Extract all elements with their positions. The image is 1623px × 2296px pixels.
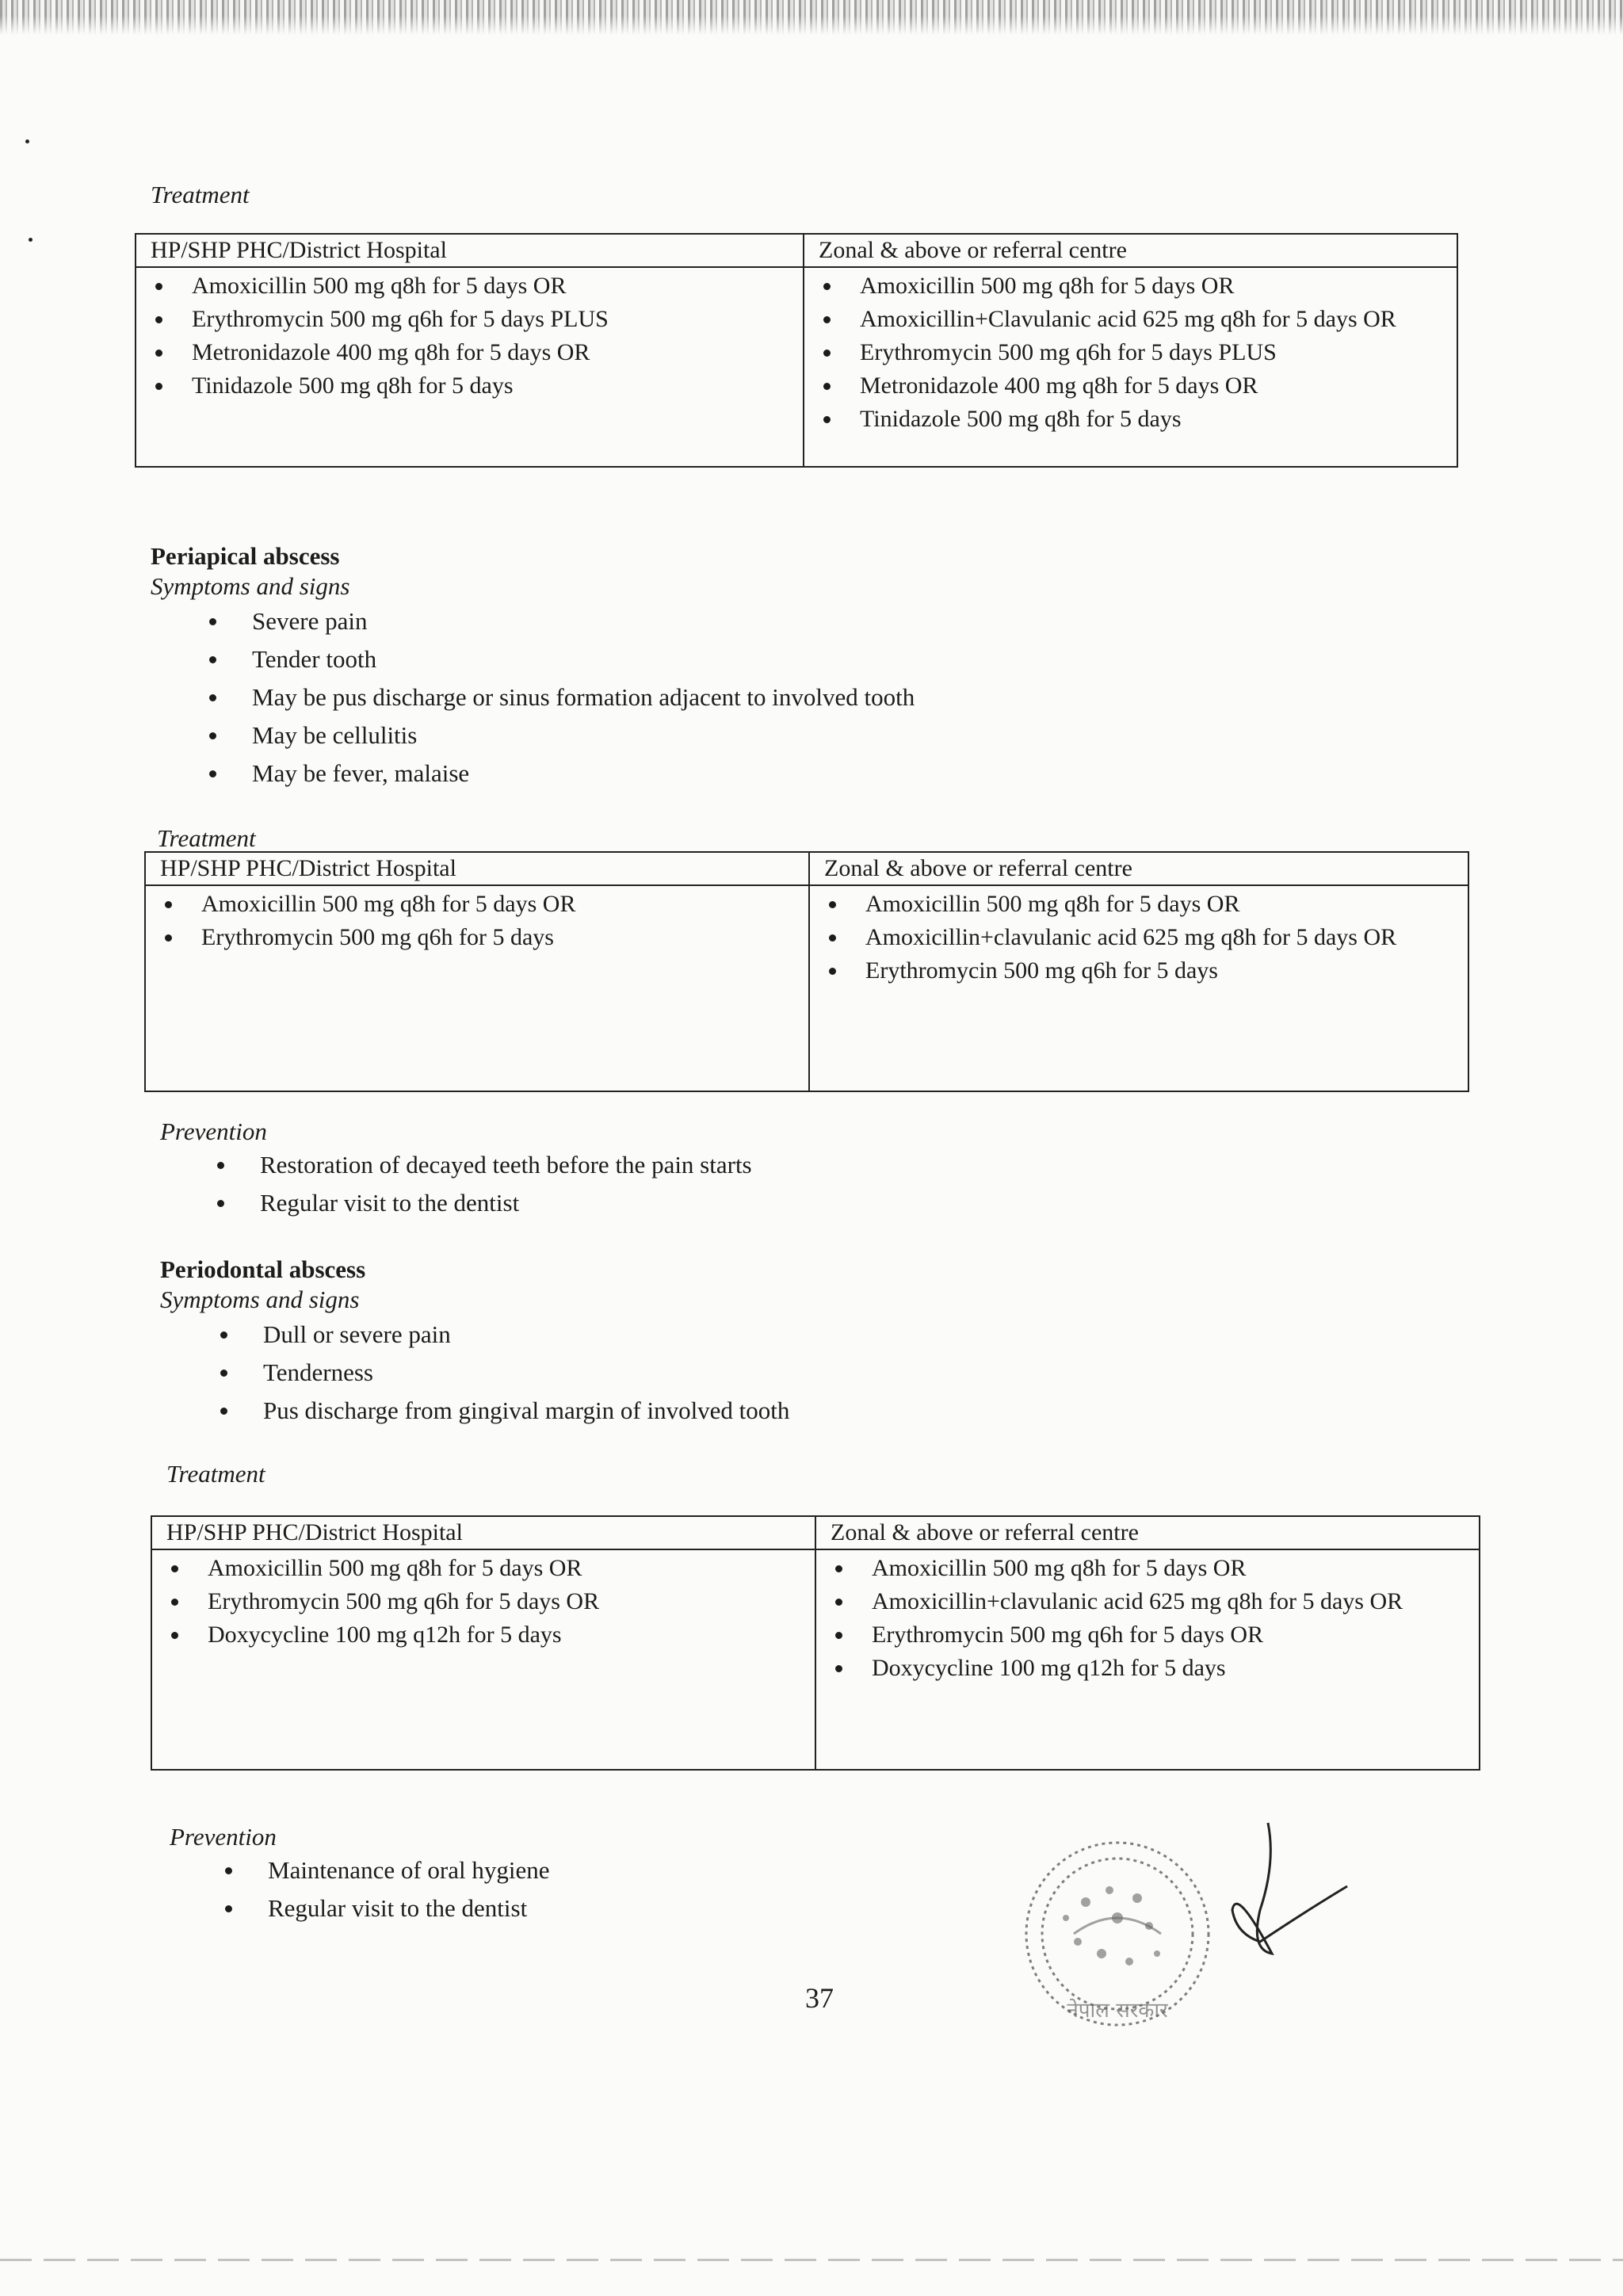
district-cell (145, 885, 809, 1091)
symptom-item: May be cellulitis (200, 716, 915, 755)
periodontal-title: Periodontal abscess (160, 1255, 366, 1283)
symptom-item: Pus discharge from gingival margin of involved tooth (211, 1392, 789, 1430)
symptom-item: May be pus discharge or sinus formation adjacent to involved tooth (200, 678, 915, 716)
drug-item: Erythromycin 500 mg q6h for 5 days OR (152, 1585, 815, 1618)
drug-item: Metronidazole 400 mg q8h for 5 days OR (804, 369, 1457, 403)
table-header-row (136, 234, 1457, 267)
periodontal-treatment-label: Treatment (166, 1460, 265, 1488)
periodontal-symptoms-list (211, 1316, 789, 1430)
drug-item: Amoxicillin 500 mg q8h for 5 days OR (810, 888, 1468, 921)
scan-noise-band (0, 0, 1623, 35)
drug-item: Erythromycin 500 mg q6h for 5 days (146, 921, 808, 954)
table-body-row (136, 267, 1457, 467)
periapical-title: Periapical abscess (151, 542, 340, 570)
col-header-district: HP/SHP PHC/District Hospital (151, 1516, 815, 1549)
scan-speck (25, 139, 29, 143)
symptom-item: May be fever, malaise (200, 755, 915, 793)
table-header-row (145, 852, 1468, 885)
drug-item: Amoxicillin+clavulanic acid 625 mg q8h for 5 days OR (810, 921, 1468, 954)
drug-item: Erythromycin 500 mg q6h for 5 days PLUS (804, 336, 1457, 369)
periodontal-symptoms-label: Symptoms and signs (160, 1286, 360, 1313)
periodontal-prevention-label: Prevention (170, 1823, 277, 1851)
scan-speck (29, 238, 32, 242)
drug-item: Amoxicillin 500 mg q8h for 5 days OR (816, 1552, 1479, 1585)
scan-noise-bottom (0, 2259, 1623, 2261)
periapical-prevention-list (208, 1146, 752, 1222)
periapical-symptoms-label: Symptoms and signs (151, 572, 350, 600)
periapical-treatment-label: Treatment (157, 824, 256, 852)
drug-item: Erythromycin 500 mg q6h for 5 days OR (816, 1618, 1479, 1652)
prevention-item: Restoration of decayed teeth before the pain starts (208, 1146, 752, 1184)
treatment-table-1 (135, 233, 1458, 468)
zonal-cell (804, 267, 1457, 467)
drug-item: Tinidazole 500 mg q8h for 5 days (804, 403, 1457, 436)
svg-text:नेपाल सरकार: नेपाल सरकार (1067, 1999, 1168, 2023)
col-header-district: HP/SHP PHC/District Hospital (145, 852, 809, 885)
prevention-item: Regular visit to the dentist (216, 1889, 550, 1927)
zonal-cell (809, 885, 1468, 1091)
drug-item: Amoxicillin 500 mg q8h for 5 days OR (146, 888, 808, 921)
symptom-item: Tenderness (211, 1354, 789, 1392)
official-stamp-signature (999, 1815, 1363, 2069)
periapical-prevention-label: Prevention (160, 1117, 267, 1145)
periapical-symptoms-list (200, 602, 915, 793)
col-header-zonal: Zonal & above or referral centre (815, 1516, 1480, 1549)
col-header-district: HP/SHP PHC/District Hospital (136, 234, 804, 267)
periodontal-prevention-list (216, 1851, 550, 1927)
table-header-row (151, 1516, 1480, 1549)
col-header-zonal: Zonal & above or referral centre (809, 852, 1468, 885)
symptom-item: Severe pain (200, 602, 915, 640)
drug-item: Amoxicillin 500 mg q8h for 5 days OR (136, 269, 803, 303)
zonal-cell (815, 1549, 1480, 1770)
col-header-zonal: Zonal & above or referral centre (804, 234, 1457, 267)
table-body-row (151, 1549, 1480, 1770)
drug-item: Erythromycin 500 mg q6h for 5 days (810, 954, 1468, 988)
drug-item: Doxycycline 100 mg q12h for 5 days (152, 1618, 815, 1652)
prevention-item: Regular visit to the dentist (208, 1184, 752, 1222)
district-cell (136, 267, 804, 467)
drug-item: Metronidazole 400 mg q8h for 5 days OR (136, 336, 803, 369)
treatment-table-periodontal (151, 1515, 1480, 1771)
treatment-label: Treatment (151, 181, 250, 208)
district-cell (151, 1549, 815, 1770)
drug-item: Tinidazole 500 mg q8h for 5 days (136, 369, 803, 403)
prevention-item: Maintenance of oral hygiene (216, 1851, 550, 1889)
symptom-item: Dull or severe pain (211, 1316, 789, 1354)
drug-item: Doxycycline 100 mg q12h for 5 days (816, 1652, 1479, 1685)
treatment-table-periapical (144, 851, 1469, 1092)
drug-item: Erythromycin 500 mg q6h for 5 days PLUS (136, 303, 803, 336)
drug-item: Amoxicillin+Clavulanic acid 625 mg q8h for 5 days OR (804, 303, 1457, 336)
drug-item: Amoxicillin+clavulanic acid 625 mg q8h for 5 days OR (816, 1585, 1479, 1618)
page-number: 37 (805, 1982, 834, 2014)
symptom-item: Tender tooth (200, 640, 915, 678)
drug-item: Amoxicillin 500 mg q8h for 5 days OR (804, 269, 1457, 303)
drug-item: Amoxicillin 500 mg q8h for 5 days OR (152, 1552, 815, 1585)
table-body-row (145, 885, 1468, 1091)
